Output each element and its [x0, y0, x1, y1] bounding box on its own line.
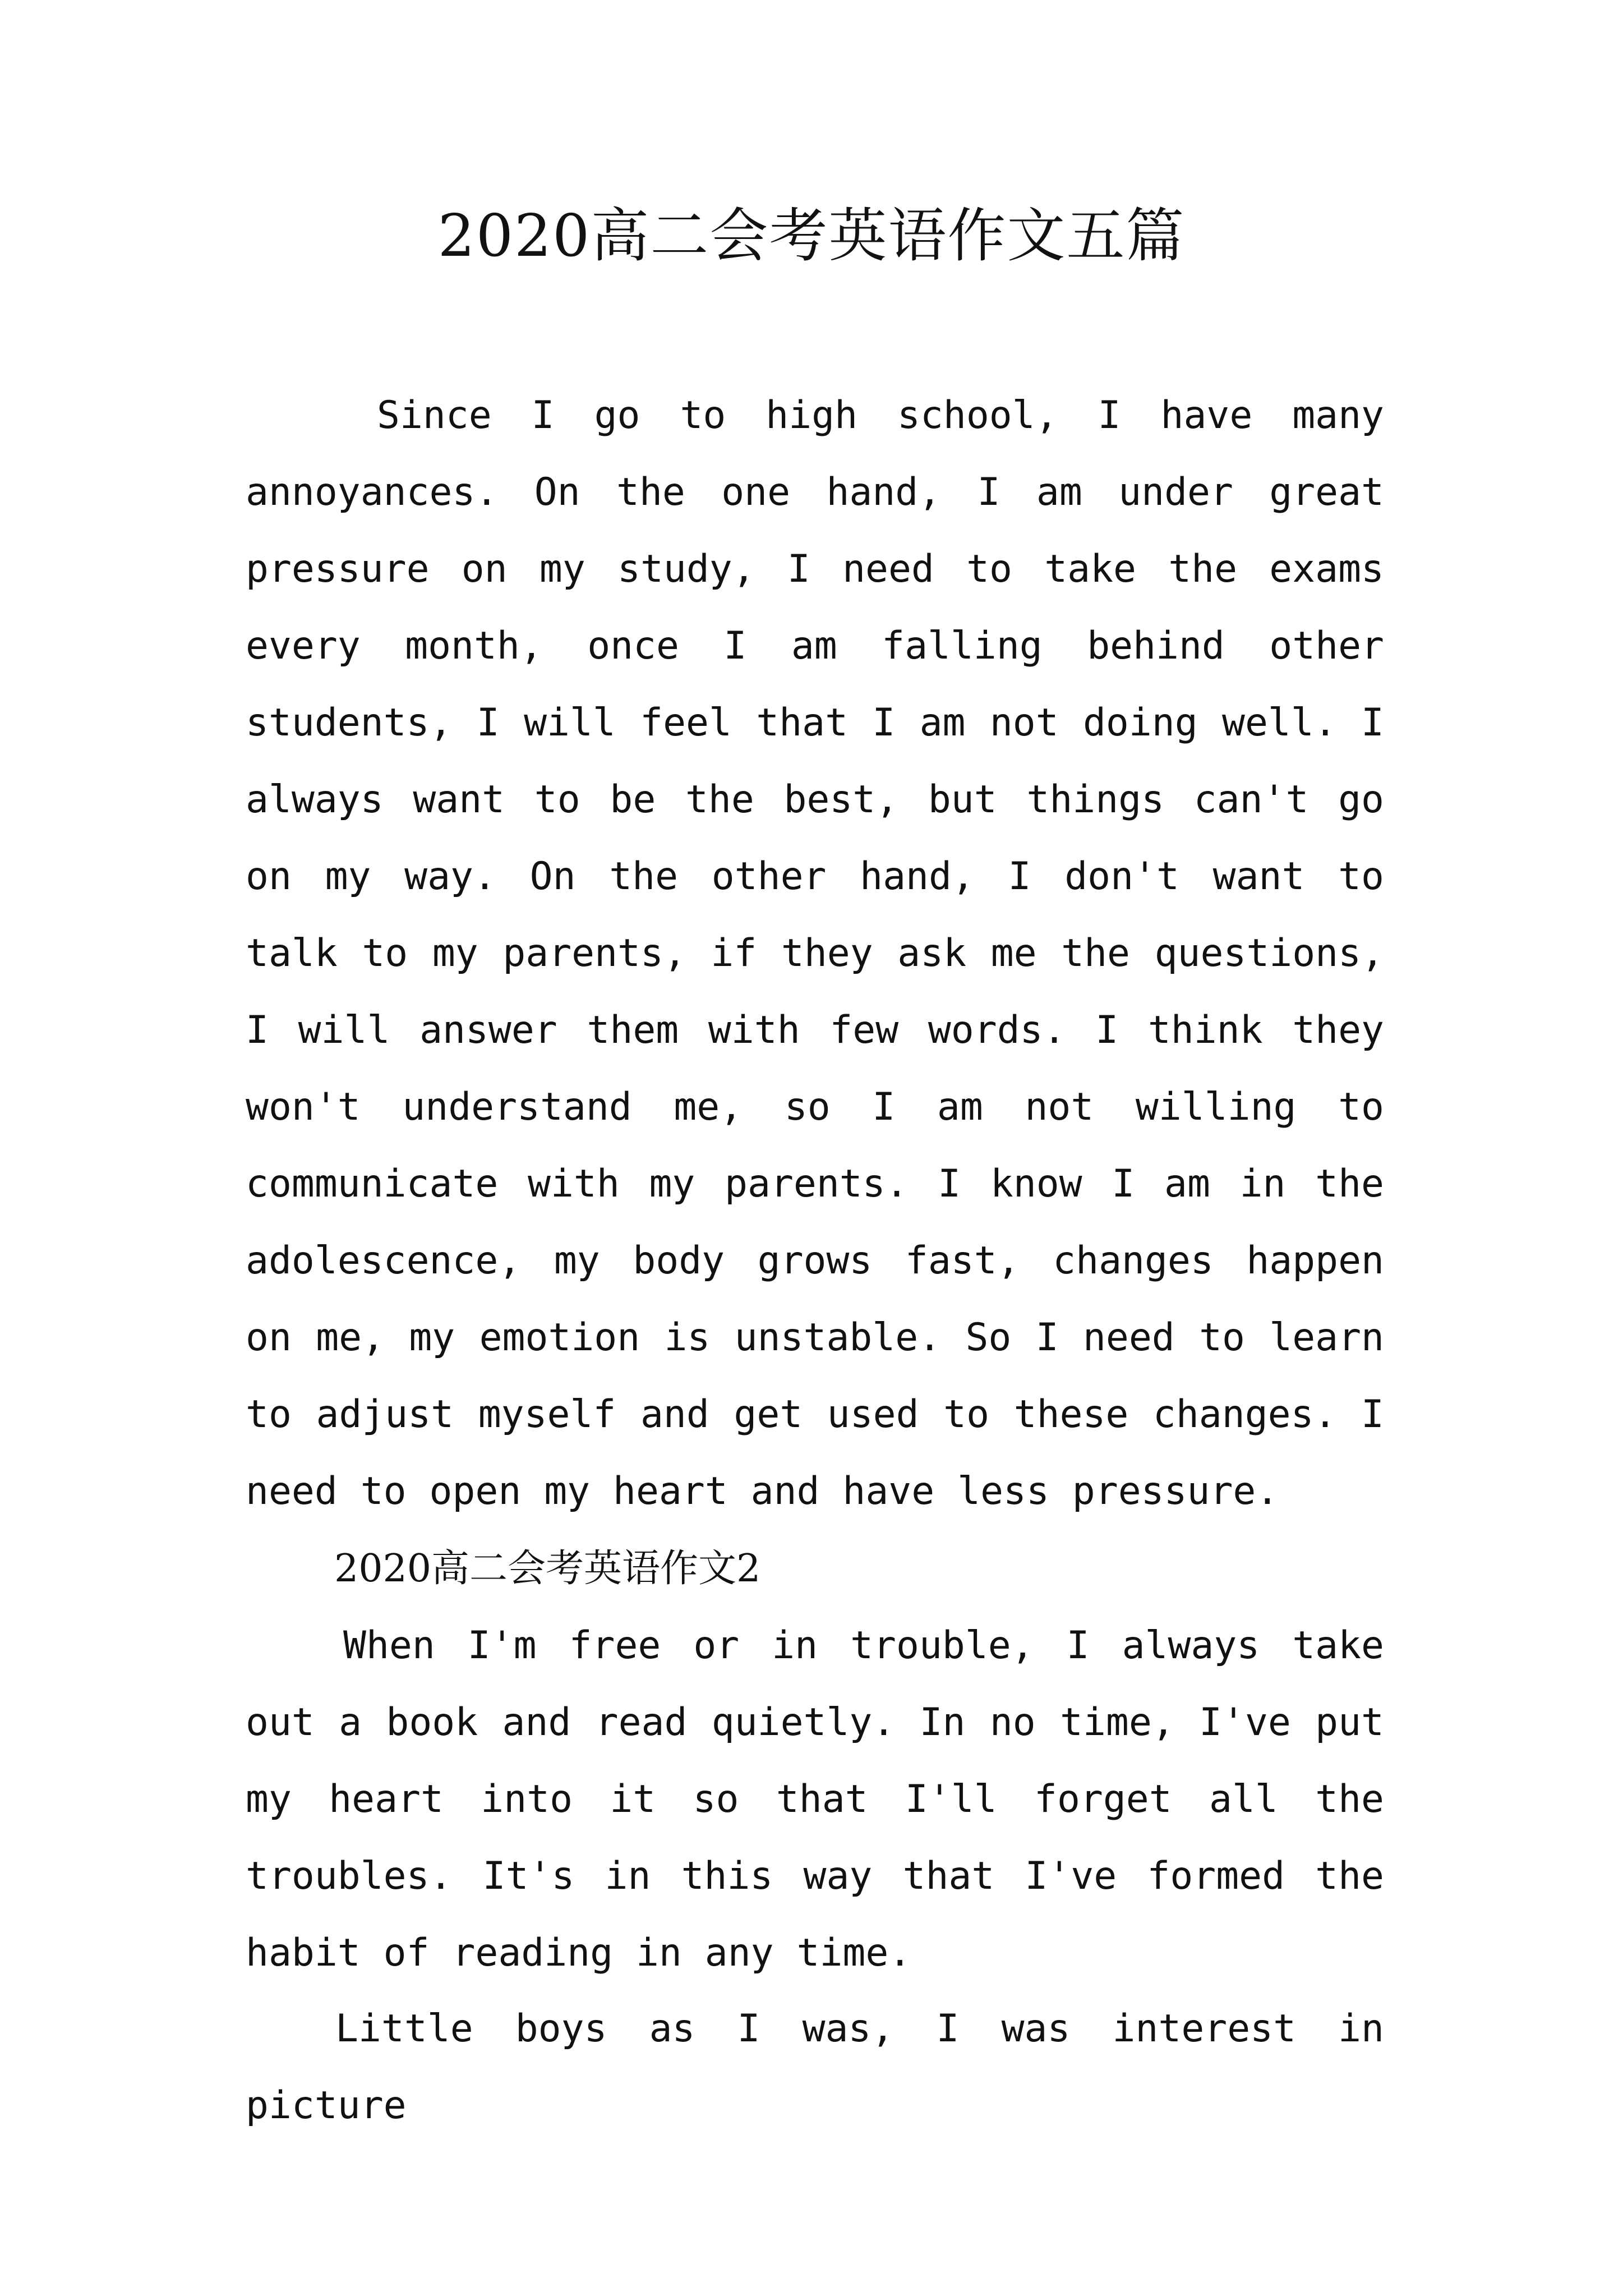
essay-paragraph-1: Since I go to high school, I have many annoyances. On the one hand, I am under great pressure on my study, I need to take the exams every month, once I am falling behind other students, I will feel that I am not doing well. I always want to be the best, but things can't go on my way. On the other hand, I don't want to talk to my parents, if they ask me the questions, I will answer them with few words. I think they won't understand me, so I am not willing to communicate with my parents. I know I am in the adolescence, my body grows fast, changes happen on me, my emotion is unstable. So I need to learn to adjust myself and get used to these changes. I need to open my heart and have less pressure. — [246, 393, 1384, 1513]
essay-paragraph-3: Little boys as I was, I was interest in picture — [246, 2007, 1384, 2128]
essay-paragraph-2: When I'm free or in trouble, I always take out a book and read quietly. In no time, I've put my heart into it so that I'll forget all the troubles. It's in this way that I've formed the habit of reading in any time. — [246, 1623, 1384, 1975]
essay-heading-2: 2020高二会考英语作文2 — [334, 1547, 761, 1591]
document-title: 2020高二会考英语作文五篇 — [437, 201, 1186, 270]
